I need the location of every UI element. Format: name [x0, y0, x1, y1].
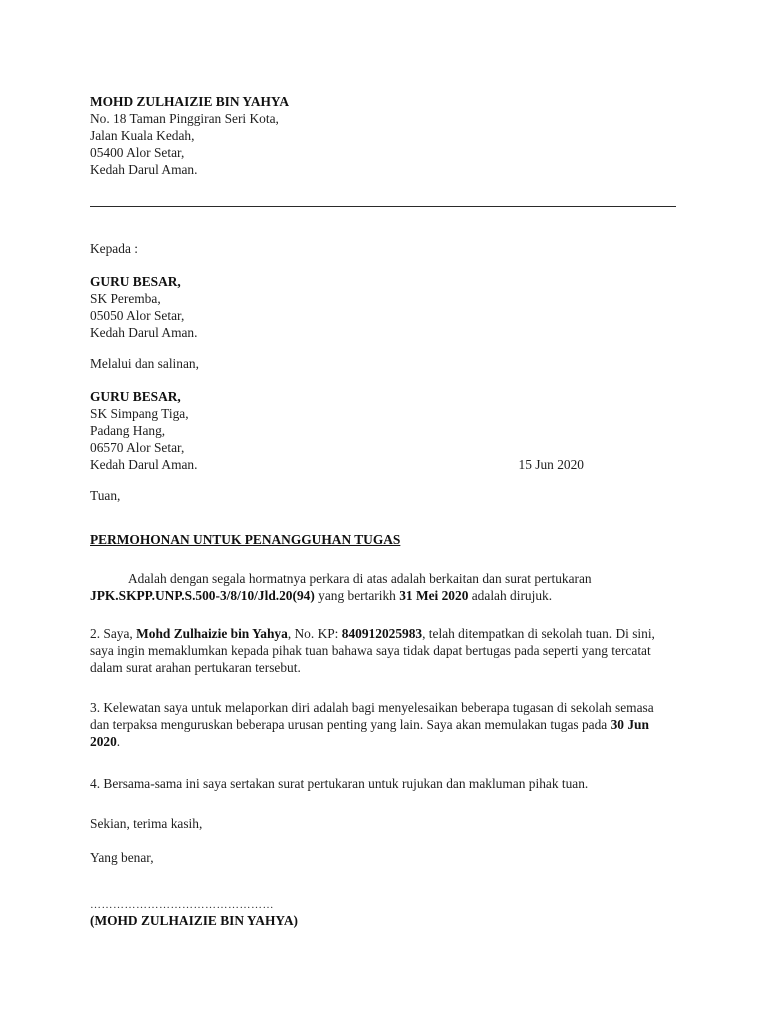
- paragraph-4: [90, 775, 676, 792]
- via-label: Melalui dan salinan,: [90, 356, 199, 371]
- para2-text: , telah ditempatkan di sekolah tuan. Di sini,: [422, 626, 655, 641]
- via-address-line: Padang Hang,: [90, 423, 166, 438]
- para1-line1: Adalah dengan segala hormatnya perkara di atas adalah berkaitan dan surat pertukaran: [128, 571, 592, 586]
- para2-line2: saya ingin memaklumkan kepada pihak tuan bahawa saya tidak dapat bertugas pada seperti yang tercatat: [90, 643, 651, 658]
- start-date-year: 2020: [90, 734, 117, 749]
- signatory-name: (MOHD ZULHAIZIE BIN YAHYA): [90, 913, 298, 928]
- para1-text: yang bertarikh: [314, 588, 400, 603]
- sender-address-line: Kedah Darul Aman.: [90, 162, 198, 177]
- paragraph-2: [90, 625, 676, 676]
- recipient-address-line: Kedah Darul Aman.: [90, 325, 198, 340]
- letter-date: 15 Jun 2020: [518, 457, 584, 472]
- closing-yours: Yang benar,: [90, 850, 154, 865]
- sender-address-line: Jalan Kuala Kedah,: [90, 128, 195, 143]
- para3-text: dan terpaksa menguruskan beberapa urusan penting yang lain. Saya akan memulakan tugas pada: [90, 717, 611, 732]
- recipient-address-line: 05050 Alor Setar,: [90, 308, 185, 323]
- para3-line3: [90, 733, 676, 750]
- signature-line: …………………………………………: [90, 899, 274, 911]
- subject-block: [90, 531, 676, 548]
- via-address-line: 06570 Alor Setar,: [90, 440, 185, 455]
- start-date-part: 30 Jun: [610, 717, 649, 732]
- paragraph-3: [90, 699, 676, 750]
- via-title: GURU BESAR,: [90, 389, 181, 404]
- para2-line3: dalam surat arahan pertukaran tersebut.: [90, 660, 301, 675]
- paragraph-1: [90, 570, 676, 604]
- recipient-to-label: Kepada :: [90, 241, 138, 256]
- sender-address-line: No. 18 Taman Pinggiran Seri Kota,: [90, 111, 279, 126]
- recipient-address-line: SK Peremba,: [90, 291, 161, 306]
- reference-number: JPK.SKPP.UNP.S.500-3/8/10/Jld.20(94): [90, 588, 315, 603]
- para3-line2: [90, 716, 676, 733]
- recipient-address-block: [90, 273, 676, 341]
- via-label-block: [90, 355, 676, 372]
- para3-line1: 3. Kelewatan saya untuk melaporkan diri adalah bagi menyelesaikan beberapa tugasan di sekolah semasa: [90, 700, 654, 715]
- recipient-title: GURU BESAR,: [90, 274, 181, 289]
- via-last-line: [90, 456, 676, 473]
- signature-block: [90, 912, 676, 929]
- greeting-block: [90, 487, 676, 504]
- closing-block: [90, 815, 676, 832]
- applicant-name: Mohd Zulhaizie bin Yahya: [136, 626, 288, 641]
- via-address-line: SK Simpang Tiga,: [90, 406, 189, 421]
- sender-name: MOHD ZULHAIZIE BIN YAHYA: [90, 94, 290, 109]
- reference-date: 31 Mei 2020: [399, 588, 469, 603]
- closing-sign-block: [90, 849, 676, 866]
- para1-line2: [90, 587, 676, 604]
- para4-line1: 4. Bersama-sama ini saya sertakan surat pertukaran untuk rujukan dan makluman pihak tuan.: [90, 776, 589, 791]
- sender-block: [90, 93, 676, 178]
- para2-text: , No. KP:: [287, 626, 342, 641]
- greeting: Tuan,: [90, 488, 121, 503]
- ic-number: 840912025983: [341, 626, 423, 641]
- sender-address-line: 05400 Alor Setar,: [90, 145, 185, 160]
- para2-line1: [90, 625, 676, 642]
- header-divider: [90, 206, 676, 207]
- via-address-block: [90, 388, 676, 473]
- via-address-line: Kedah Darul Aman.: [90, 457, 198, 472]
- para2-text: 2. Saya,: [90, 626, 137, 641]
- para3-text: .: [116, 734, 121, 749]
- letter-subject: PERMOHONAN UNTUK PENANGGUHAN TUGAS: [90, 532, 401, 547]
- recipient-block: [90, 240, 676, 257]
- closing-thanks: Sekian, terima kasih,: [90, 816, 203, 831]
- para1-text: adalah dirujuk.: [468, 588, 553, 603]
